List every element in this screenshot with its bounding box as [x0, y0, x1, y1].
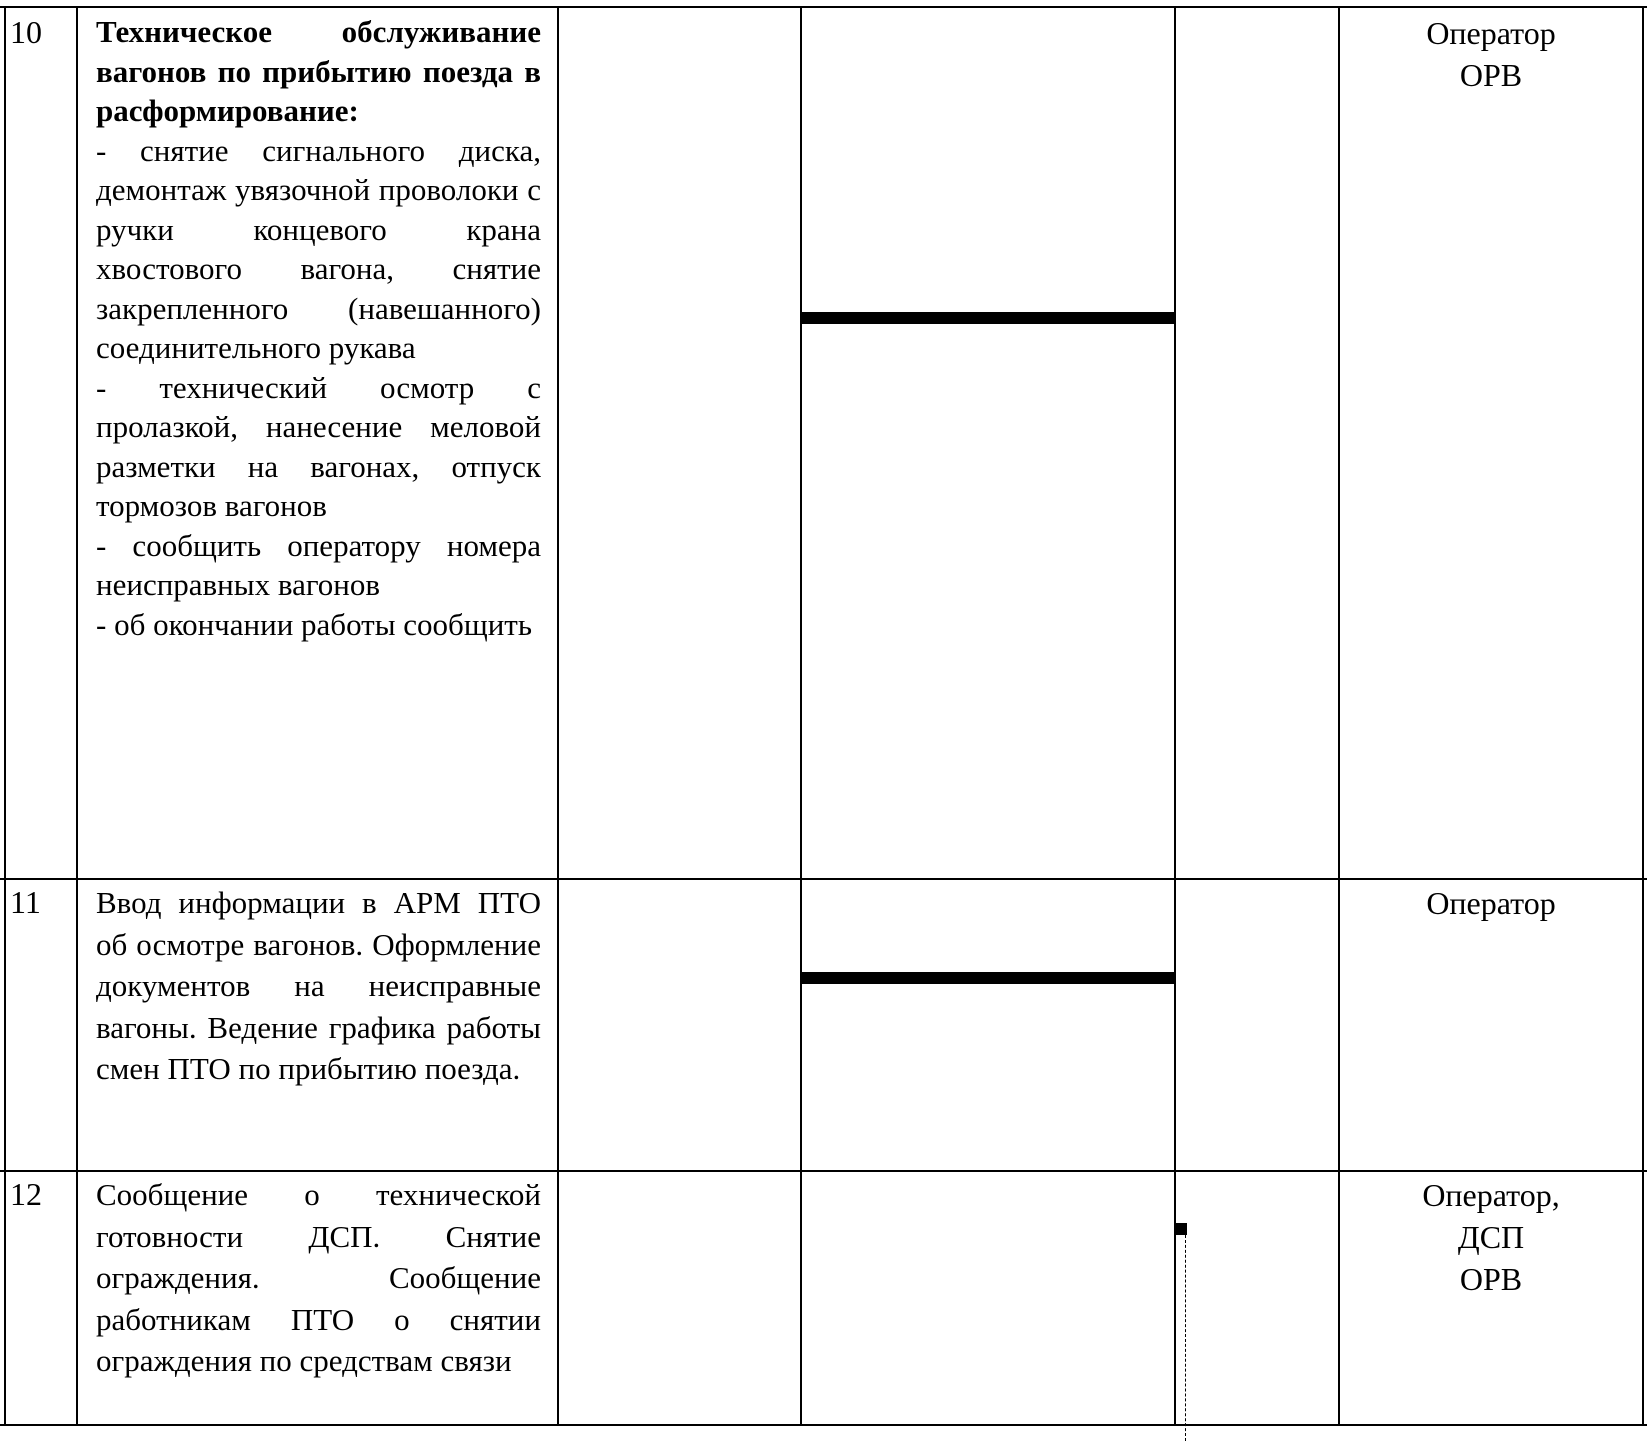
- executor-name: ДСП: [1457, 1219, 1525, 1255]
- operation-step: - снятие сигнального диска, демонтаж увязочной проволоки с ручки концевого крана хвостового вагона, снятие закрепленного (навешанного) соединительного рукава: [96, 132, 541, 365]
- column-divider-description: [557, 6, 559, 1426]
- timeline-dashed-line: [1185, 1235, 1186, 1441]
- table-bottom-border: [0, 1424, 1647, 1426]
- executor-cell: [1338, 12, 1644, 96]
- operation-description: [96, 882, 541, 1090]
- row-number: 12: [10, 1176, 42, 1212]
- timeline-bar: [801, 972, 1175, 984]
- executor-name: ОРВ: [1459, 1261, 1523, 1297]
- column-divider-timeline-1: [800, 6, 802, 1426]
- executor-cell: [1338, 1174, 1644, 1300]
- row-divider-10-11: [0, 878, 1647, 880]
- executor-name: Оператор,: [1422, 1177, 1560, 1213]
- operation-description: [96, 1174, 541, 1382]
- operation-step: - об окончании работы сообщить: [96, 606, 532, 642]
- row-number: 10: [10, 14, 42, 50]
- operation-title: Техническое обслуживание вагонов по прибытию поезда в расформирование:: [96, 14, 541, 128]
- operation-text: Ввод информации в АРМ ПТО об осмотре вагонов. Оформление документов на неисправные вагоны. Ведение графика работы смен ПТО по прибытию поезда.: [96, 885, 541, 1086]
- timeline-bar: [801, 312, 1175, 324]
- executor-cell: [1338, 882, 1644, 924]
- operation-description: [96, 12, 541, 644]
- column-divider-number: [76, 6, 78, 1426]
- row-number: 11: [10, 884, 41, 920]
- executor-name: ОРВ: [1459, 57, 1523, 93]
- timeline-marker: [1175, 1223, 1187, 1235]
- operation-step: - технический осмотр с пролазкой, нанесение меловой разметки на вагонах, отпуск тормозов вагонов: [96, 369, 541, 523]
- executor-name: Оператор: [1426, 885, 1556, 921]
- operation-text: Сообщение о технической готовности ДСП. Снятие ограждения. Сообщение работникам ПТО о снятии ограждения по средствам связи: [96, 1177, 541, 1378]
- column-divider-timeline-2: [1174, 6, 1176, 1426]
- operation-step: - сообщить оператору номера неисправных вагонов: [96, 527, 541, 602]
- row-divider-11-12: [0, 1170, 1647, 1172]
- table-top-border: [0, 6, 1647, 8]
- table-left-border: [4, 6, 6, 1426]
- executor-name: Оператор: [1426, 15, 1556, 51]
